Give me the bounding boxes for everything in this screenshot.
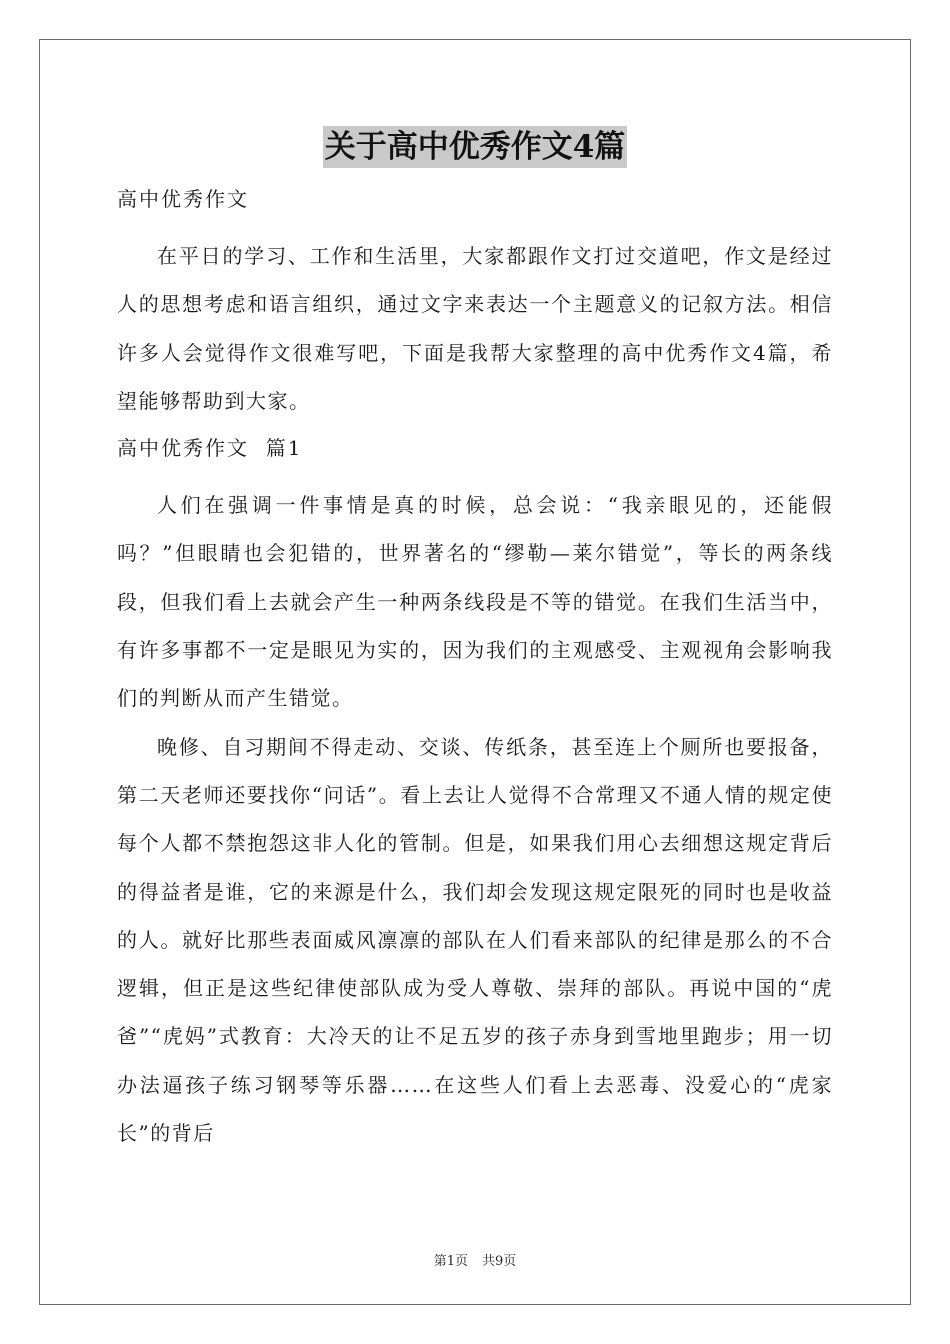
document-title: 关于高中优秀作文4篇 <box>323 126 628 168</box>
part-heading: 高中优秀作文 篇1 <box>117 436 303 461</box>
title-container <box>0 126 950 168</box>
page-footer <box>0 1250 950 1269</box>
page-total: 共9页 <box>482 1254 517 1269</box>
document-body <box>117 180 833 1157</box>
intro-paragraph: 在平日的学习、工作和生活里，大家都跟作文打过交道吧，作文是经过人的思想考虑和语言组织，通过文字来表达一个主题意义的记叙方法。相信许多人会觉得作文很难写吧，下面是我帮大家整理的高中优秀作文4篇，希望能够帮助到大家。 <box>117 244 833 413</box>
body-paragraph-1: 人们在强调一件事情是真的时候，总会说：“我亲眼见的，还能假吗？”但眼睛也会犯错的，世界著名的“缪勒—莱尔错觉”，等长的两条线段，但我们看上去就会产生一种两条线段是不等的错觉。在我们生活当中，有许多事都不一定是眼见为实的，因为我们的主观感受、主观视角会影响我们的判断从而产生错觉。 <box>117 493 833 711</box>
section-heading: 高中优秀作文 <box>117 187 249 211</box>
page-number: 第1页 <box>433 1254 468 1269</box>
body-paragraph-2: 晚修、自习期间不得走动、交谈、传纸条，甚至连上个厕所也要报备，第二天老师还要找你“问话”。看上去让人觉得不合常理又不通人情的规定使每个人都不禁抱怨这非人化的管制。但是，如果我们用心去细想这规定背后的得益者是谁，它的来源是什么，我们却会发现这规定限死的同时也是收益的人。就好比那些表面威风凛凛的部队在人们看来部队的纪律是那么的不合逻辑，但正是这些纪律使部队成为受人尊敬、崇拜的部队。再说中国的“虎爸”“虎妈”式教育：大冷天的让不足五岁的孩子赤身到雪地里跑步；用一切办法逼孩子练习钢琴等乐器……在这些人们看上去恶毒、没爱心的“虎家长”的背后 <box>117 734 833 1146</box>
